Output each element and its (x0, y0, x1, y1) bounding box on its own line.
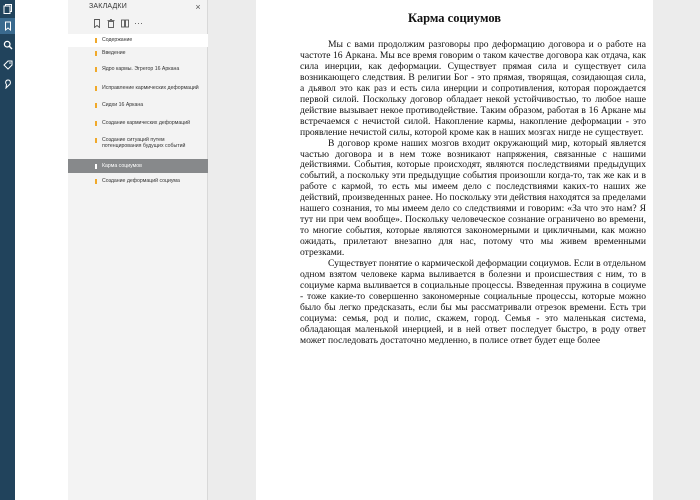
bookmark-marker-icon (95, 38, 97, 43)
add-bookmark-icon[interactable] (92, 18, 101, 28)
bookmark-label: Карма социумов (102, 162, 142, 169)
bookmark-item[interactable] (68, 80, 208, 97)
bookmark-marker-icon (95, 121, 97, 126)
tool-rail-strip (0, 0, 15, 500)
bookmark-label: Ядро кармы. Эгрегор 16 Аркана (102, 66, 180, 73)
bookmark-item[interactable] (68, 96, 208, 115)
document-viewport[interactable] (208, 0, 700, 500)
annotation-icon[interactable] (0, 76, 15, 92)
bookmark-item[interactable] (68, 115, 208, 132)
bookmark-marker-icon (95, 51, 97, 56)
bookmarks-toolbar (92, 16, 143, 30)
bookmark-marker-icon (95, 179, 97, 184)
bookmark-item-selected[interactable] (68, 159, 208, 174)
bookmark-label: Исправление кармических деформаций (102, 84, 199, 91)
paragraph: Мы с вами продолжим разговоры про деформацию договора и о работе на частоте 16 Аркана. Мы все время говорим о таком качестве договора как отдача, как сила инерции, как деформации. Существует прямая сила и существует сила возникающего следствия. В религии Бог - это прямая, творящая, созидающая сила, а дьявол это как раз и есть сила инерции и сопротивления, которая порождается первой силой. Поскольку договор обладает некой устойчивостью, то любое наше действие вызывает некое противодействие. Таким образом, работая в 16 Аркане мы встречаемся с нечистой силой. Накопление кармы, накопление деформации - это проявление нечистой силы, которой кроме как в наших мозгах нигде не существует. (300, 39, 646, 138)
bookmark-label: Сидхи 16 Аркана (102, 102, 144, 109)
bookmark-label: Создание кармических деформаций (102, 119, 191, 126)
bookmark-item[interactable] (68, 132, 208, 156)
document-body (300, 40, 646, 347)
more-options-icon[interactable]: ··· (134, 18, 143, 28)
bookmark-marker-icon (95, 103, 97, 108)
tool-rail (0, 0, 68, 500)
bookmark-label: Введение (102, 49, 126, 56)
bookmark-marker-icon (95, 67, 97, 72)
paragraph: В договор кроме наших мозгов входит окружающий мир, который является частью договора и в нем тоже возникают напряжения, связанные с нашими действиями. События, которые происходят, являются последствиями предыдущих событий, а поскольку эти предыдущие события произошли когда-то, так же как и в работе с кармой, то есть мы имеем дело с последствиями каких-то наших же действий, произведенных ранее. Но поскольку эти действия находятся за пределами нашего сознания, то мы имеем дело со следствиями и говорим: «За что это нам? Я тут ни при чем вообще». Поскольку человеческое сознание ограничено во времени, то многие события, которые являются закономерными и цикличными, как можно ожидать, прилетают внезапно для нас, потому что мы живем временными отрезками. (300, 137, 646, 259)
tag-icon[interactable] (0, 57, 15, 73)
bookmark-list (68, 34, 208, 188)
bookmark-label: Создание деформаций социума (102, 178, 180, 185)
bookmark-item[interactable] (68, 47, 208, 60)
pages-icon[interactable] (0, 1, 15, 17)
document-page (256, 0, 653, 500)
paragraph: Существует понятие о кармической деформации социумов. Если в отдельном одном взятом человеке карма выливается в болезни и происшествия с ним, то в социуме карма выливается в социальные процессы. Взведенная пружина в социуме - тоже какие-то совершенно закономерные социальные процессы, которые можно было бы легко предсказать, если бы мы рассматривали отрезок времени. Есть три социума: семья, род и полис, скажем, город. Семья - это маленькая система, обладающая маленькой инерцией, и в ней ответ последует быстро, в роду ответ может последовать достаточно медленно, в полисе ответ будет еще более (300, 258, 646, 346)
bookmark-marker-icon (95, 138, 97, 143)
bookmark-label: Создание ситуаций путем потенцирования будущих событий (102, 136, 186, 150)
trash-icon[interactable] (106, 18, 115, 28)
bookmarks-panel-header (68, 0, 208, 16)
bookmarks-panel-title: ЗАКЛАДКИ (89, 3, 127, 10)
bookmark-item[interactable] (68, 59, 208, 80)
bookmark-item[interactable] (68, 34, 208, 47)
bookmark-icon[interactable] (0, 18, 15, 34)
expand-bookmarks-icon[interactable] (120, 18, 129, 28)
close-icon[interactable]: × (195, 2, 201, 12)
search-icon[interactable] (0, 37, 15, 53)
bookmark-item[interactable] (68, 173, 208, 188)
page-title: Карма социумов (407, 11, 502, 25)
bookmarks-panel (68, 0, 208, 500)
bookmark-label: Содержание (102, 37, 133, 43)
bookmark-marker-icon (95, 164, 97, 169)
bookmark-marker-icon (95, 86, 97, 91)
